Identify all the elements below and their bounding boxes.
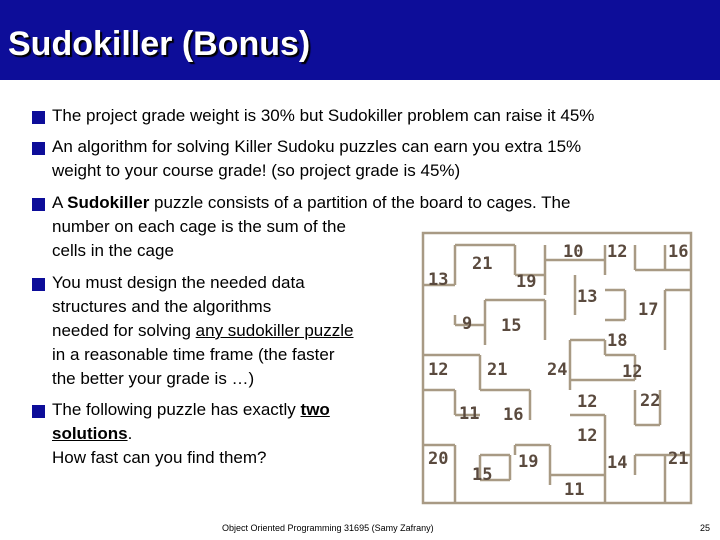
cage-sum: 12 <box>577 392 598 412</box>
page-number: 25 <box>700 523 711 533</box>
cage-sum: 12 <box>428 360 449 380</box>
bullet-3-line-1 <box>52 191 570 215</box>
bullet-2-text <box>52 135 581 183</box>
bullet-5-line-2 <box>52 422 330 446</box>
bullet-5-text <box>52 398 330 470</box>
cage-sum: 19 <box>516 272 537 292</box>
cage-sum: 16 <box>668 242 689 262</box>
bullet-4-line-2: structures and the algorithms <box>52 297 272 316</box>
bullet-2-line-1: An algorithm for solving Killer Sudoku puzzles can earn you extra 15% <box>52 137 582 156</box>
bullet-marker <box>32 142 45 155</box>
bullet-1-text <box>52 104 594 128</box>
cage-sum: 12 <box>622 362 643 382</box>
cage-sum: 21 <box>472 254 493 274</box>
bullet-5-line-1-pre: The following puzzle has exactly <box>52 400 301 419</box>
bullet-4-line-1: You must design the needed data <box>52 273 305 292</box>
bullet-3-line-1-post: puzzle consists of a partition of the board to cages. The <box>149 193 571 212</box>
bullet-4-line-3-pre: needed for solving <box>52 321 196 340</box>
footer-text: Object Oriented Programming 31695 (Samy Zafrany) <box>222 523 434 533</box>
cage-sum: 19 <box>518 452 539 472</box>
bullet-2-line-2: weight to your course grade! (so project grade is 45%) <box>52 161 461 180</box>
killer-sudoku-puzzle <box>420 230 694 506</box>
bullet-3-line-1-pre: A <box>52 193 68 212</box>
bullet-3-line-3: cells in the cage <box>52 241 174 260</box>
cage-sum: 17 <box>638 300 659 320</box>
bullet-5-line-2-underlined: solutions <box>52 424 128 443</box>
bullet-5-line-1-underlined: two <box>300 400 330 419</box>
cage-sum: 13 <box>428 270 449 290</box>
bullet-5-line-2-post: . <box>127 424 133 443</box>
bullet-4-line-5: the better your grade is …) <box>52 369 255 388</box>
cage-sum: 12 <box>577 426 598 446</box>
cage-sum: 12 <box>607 242 628 262</box>
bullet-3-line-2: number on each cage is the sum of the <box>52 217 346 236</box>
cage-sum: 24 <box>547 360 568 380</box>
cage-sum: 18 <box>607 331 628 351</box>
bullet-5-line-3: How fast can you find them? <box>52 448 267 467</box>
cage-sum: 21 <box>487 360 508 380</box>
bullet-1-line-1: The project grade weight is 30% but Sudokiller problem can raise it 45% <box>52 106 595 125</box>
cage-sum: 22 <box>640 391 661 411</box>
cage-sum: 9 <box>462 314 473 334</box>
bullet-marker <box>32 278 45 291</box>
bullet-4-line-4: in a reasonable time frame (the faster <box>52 345 335 364</box>
cage-sum: 16 <box>503 405 524 425</box>
slide-title: Sudokiller (Bonus) <box>8 25 311 63</box>
cage-sum: 11 <box>564 480 585 500</box>
cage-sum: 13 <box>577 287 598 307</box>
bullet-marker <box>32 405 45 418</box>
cage-sum: 15 <box>501 316 522 336</box>
bullet-marker <box>32 111 45 124</box>
cage-sum: 21 <box>668 449 689 469</box>
bullet-4-line-3 <box>52 319 353 343</box>
title-bar <box>0 0 720 80</box>
bullet-4-text <box>52 271 353 391</box>
cage-sum: 11 <box>459 404 480 424</box>
bullet-4-line-3-underlined: any sudokiller puzzle <box>195 321 354 340</box>
bullet-5-line-1 <box>52 398 330 422</box>
bullet-marker <box>32 198 45 211</box>
cage-sum: 15 <box>472 465 493 485</box>
cage-sum: 20 <box>428 449 449 469</box>
cage-sum: 10 <box>563 242 584 262</box>
bullet-3-line-1-bold: Sudokiller <box>67 193 150 212</box>
cage-sum: 14 <box>607 453 628 473</box>
